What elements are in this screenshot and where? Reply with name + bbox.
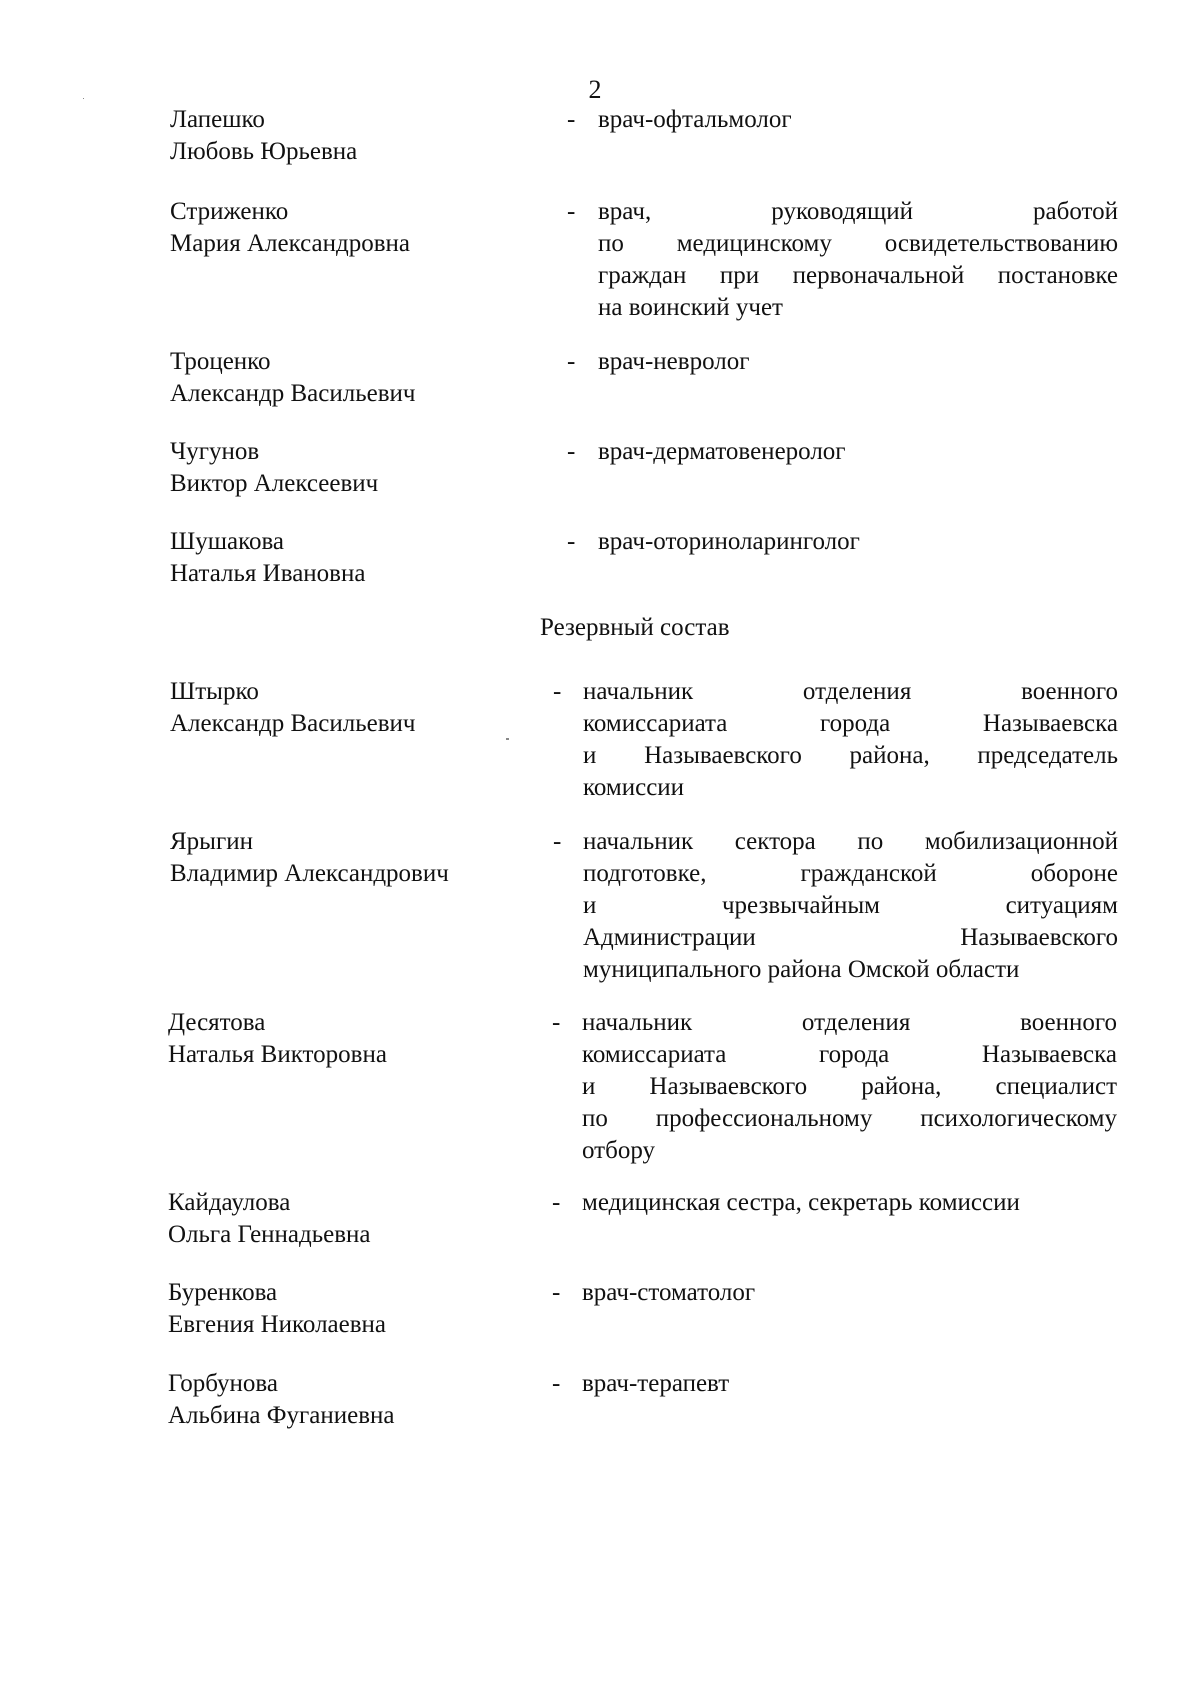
dash: - [552, 1370, 561, 1397]
member-name [168, 1277, 386, 1341]
member-role [598, 104, 1118, 136]
role-line: подготовке, гражданской обороне [583, 860, 1118, 887]
member-role [582, 1007, 1117, 1167]
member-surname: Шушакова [170, 528, 285, 555]
member-given-names: Любовь Юрьевна [170, 138, 358, 165]
dash: - [552, 1279, 561, 1306]
member-role [583, 826, 1118, 986]
dash: - [567, 198, 576, 225]
member-given-names: Ольга Геннадьевна [168, 1221, 371, 1248]
role-line: комиссариата города Называевска [582, 1041, 1117, 1068]
member-surname: Ярыгин [170, 828, 253, 855]
member-role [598, 526, 1118, 558]
role-line: Администрации Называевского [583, 924, 1118, 951]
member-name [168, 1187, 371, 1251]
member-surname: Горбунова [168, 1370, 278, 1397]
member-given-names: Александр Васильевич [170, 380, 416, 407]
role-line: начальник отделения военного [582, 1009, 1117, 1036]
member-role [598, 346, 1118, 378]
member-name [168, 1007, 387, 1071]
member-role [582, 1277, 1117, 1309]
member-given-names: Мария Александровна [170, 230, 410, 257]
role-line: и Называевского района, председатель [583, 742, 1118, 769]
role-line: врач-офтальмолог [598, 106, 792, 133]
member-surname: Чугунов [170, 438, 260, 465]
member-role [582, 1368, 1117, 1400]
role-line: врач-дерматовенеролог [598, 438, 846, 465]
member-surname: Лапешко [170, 106, 265, 133]
member-name [170, 676, 415, 740]
page-number: 2 [588, 75, 602, 104]
member-given-names: Наталья Викторовна [168, 1041, 387, 1068]
role-line: начальник отделения военного [583, 678, 1118, 705]
role-line: врач-оториноларинголог [598, 528, 860, 555]
member-name [170, 346, 415, 410]
dash: - [552, 1009, 561, 1036]
member-given-names: Альбина Фуганиевна [168, 1402, 395, 1429]
scan-speck [83, 98, 84, 99]
member-name [168, 1368, 395, 1432]
role-line: комиссариата города Называевска [583, 710, 1118, 737]
dash: - [553, 828, 562, 855]
member-role [582, 1187, 1117, 1219]
member-role [598, 196, 1118, 324]
member-surname: Кайдаулова [168, 1189, 291, 1216]
dash: - [567, 348, 576, 375]
member-name [170, 826, 449, 890]
reserve-section-title: Резервный состав [540, 614, 730, 641]
dash: - [567, 438, 576, 465]
role-line: муниципального района Омской области [583, 956, 1020, 983]
dash: - [567, 528, 576, 555]
role-line: медицинская сестра, секретарь комиссии [582, 1189, 1020, 1216]
scan-speck [506, 738, 509, 740]
role-line: граждан при первоначальной постановке [598, 262, 1118, 289]
dash: - [567, 106, 576, 133]
member-surname: Штырко [170, 678, 259, 705]
member-surname: Стриженко [170, 198, 289, 225]
role-line: и Называевского района, специалист [582, 1073, 1117, 1100]
role-line: врач-стоматолог [582, 1279, 756, 1306]
member-name [170, 104, 357, 168]
role-line: врач-терапевт [582, 1370, 730, 1397]
member-surname: Буренкова [168, 1279, 278, 1306]
role-line: и чрезвычайным ситуациям [583, 892, 1118, 919]
role-line: комиссии [583, 774, 685, 801]
role-line: отбору [582, 1137, 655, 1164]
member-given-names: Владимир Александрович [170, 860, 449, 887]
member-given-names: Александр Васильевич [170, 710, 416, 737]
member-given-names: Евгения Николаевна [168, 1311, 387, 1338]
member-name [170, 526, 365, 590]
member-given-names: Виктор Алексеевич [170, 470, 379, 497]
role-line: врач, руководящий работой [598, 198, 1118, 225]
member-given-names: Наталья Ивановна [170, 560, 366, 587]
member-role [583, 676, 1118, 804]
role-line: врач-невролог [598, 348, 750, 375]
dash: - [552, 1189, 561, 1216]
role-line: начальник сектора по мобилизационной [583, 828, 1118, 855]
member-role [598, 436, 1118, 468]
member-name [170, 196, 410, 260]
dash: - [553, 678, 562, 705]
member-surname: Троценко [170, 348, 271, 375]
role-line: на воинский учет [598, 294, 783, 321]
role-line: по медицинскому освидетельствованию [598, 230, 1118, 257]
member-name [170, 436, 378, 500]
member-surname: Десятова [168, 1009, 266, 1036]
role-line: по профессиональному психологическому [582, 1105, 1117, 1132]
